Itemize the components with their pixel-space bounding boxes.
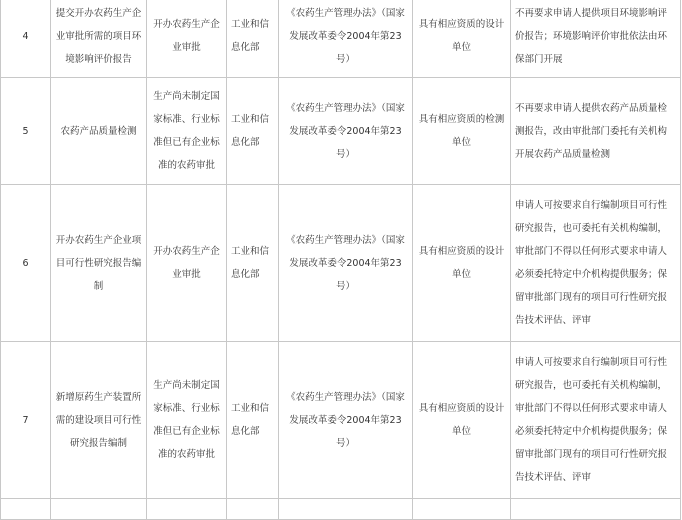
row-number: 5 — [1, 78, 51, 185]
handling-measure: 申请人可按要求自行编制项目可行性研究报告，也可委托有关机构编制，审批部门不得以任何形式要求申请人必须委托特定中介机构提供服务；保留审批部门现有的项目可行性研究报告技术评估、评审 — [511, 342, 681, 499]
empty-cell — [279, 499, 413, 520]
empty-cell — [1, 499, 51, 520]
approval-item: 生产尚未制定国家标准、行业标准但已有企业标准的农药审批 — [147, 78, 227, 185]
service-provider: 具有相应资质的设计单位 — [413, 0, 511, 78]
empty-cell — [511, 499, 681, 520]
service-provider: 具有相应资质的检测单位 — [413, 78, 511, 185]
table-row — [1, 78, 681, 185]
handling-measure: 不再要求申请人提供项目环境影响评价报告；环境影响评价审批依法由环保部门开展 — [511, 0, 681, 78]
table-row-partial — [1, 499, 681, 520]
service-item: 农药产品质量检测 — [51, 78, 147, 185]
approval-item: 开办农药生产企业审批 — [147, 185, 227, 342]
empty-cell — [51, 499, 147, 520]
row-number: 4 — [1, 0, 51, 78]
empty-cell — [147, 499, 227, 520]
handling-measure: 申请人可按要求自行编制项目可行性研究报告，也可委托有关机构编制，审批部门不得以任何形式要求申请人必须委托特定中介机构提供服务；保留审批部门现有的项目可行性研究报告技术评估、评审 — [511, 185, 681, 342]
legal-basis: 《农药生产管理办法》（国家发展改革委令2004年第23号） — [279, 185, 413, 342]
service-item: 提交开办农药生产企业审批所需的项目环境影响评价报告 — [51, 0, 147, 78]
table-row — [1, 342, 681, 499]
service-provider: 具有相应资质的设计单位 — [413, 342, 511, 499]
service-item: 新增原药生产装置所需的建设项目可行性研究报告编制 — [51, 342, 147, 499]
row-number: 6 — [1, 185, 51, 342]
row-number: 7 — [1, 342, 51, 499]
approving-agency: 工业和信息化部 — [227, 78, 279, 185]
legal-basis: 《农药生产管理办法》（国家发展改革委令2004年第23号） — [279, 342, 413, 499]
service-provider: 具有相应资质的设计单位 — [413, 185, 511, 342]
service-item: 开办农药生产企业项目可行性研究报告编制 — [51, 185, 147, 342]
approving-agency: 工业和信息化部 — [227, 185, 279, 342]
table-row — [1, 0, 681, 78]
approval-item: 开办农药生产企业审批 — [147, 0, 227, 78]
empty-cell — [413, 499, 511, 520]
handling-measure: 不再要求申请人提供农药产品质量检测报告，改由审批部门委托有关机构开展农药产品质量检测 — [511, 78, 681, 185]
approval-item: 生产尚未制定国家标准、行业标准但已有企业标准的农药审批 — [147, 342, 227, 499]
approving-agency: 工业和信息化部 — [227, 342, 279, 499]
legal-basis: 《农药生产管理办法》（国家发展改革委令2004年第23号） — [279, 0, 413, 78]
table-row — [1, 185, 681, 342]
empty-cell — [227, 499, 279, 520]
legal-basis: 《农药生产管理办法》（国家发展改革委令2004年第23号） — [279, 78, 413, 185]
approving-agency: 工业和信息化部 — [227, 0, 279, 78]
